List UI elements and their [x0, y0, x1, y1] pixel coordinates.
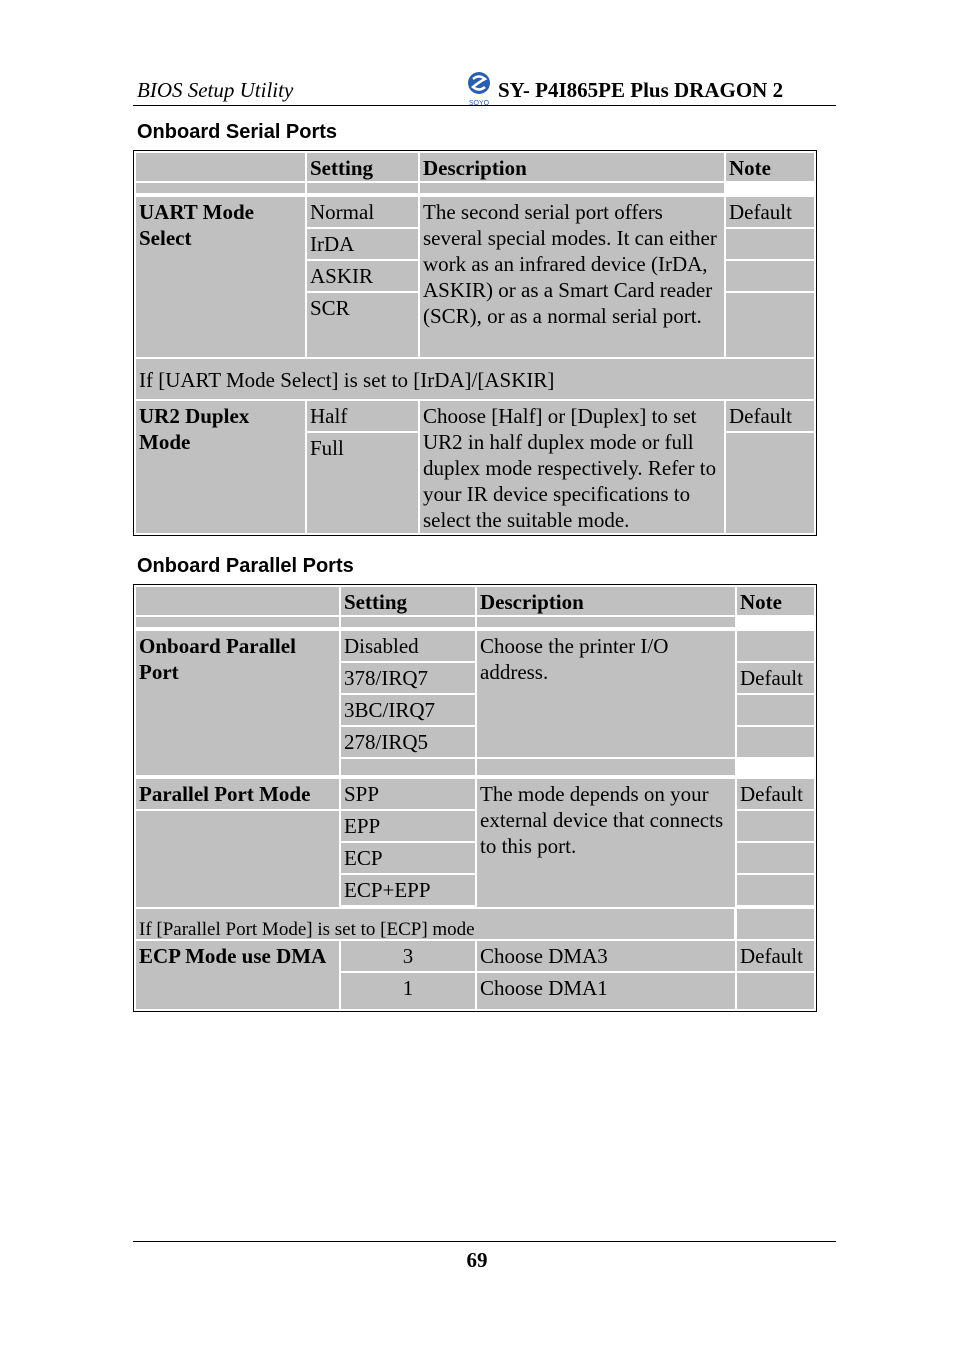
mode-note-empty: [737, 811, 814, 841]
port-note-empty: [737, 695, 814, 725]
dma-setting-3: 3: [341, 941, 475, 971]
uart-setting-askir: ASKIR: [307, 261, 418, 291]
parallel-section-title: Onboard Parallel Ports: [137, 555, 354, 577]
uart-note: Default: [726, 197, 814, 227]
parallel-header-setting: Setting: [341, 587, 475, 615]
mode-setting-ecp-epp: ECP+EPP: [341, 875, 475, 905]
uart-note-empty: [726, 229, 814, 259]
ur2-duplex-label: UR2 Duplex Mode: [136, 401, 305, 533]
spacer: [136, 617, 339, 627]
serial-condition-row: If [UART Mode Select] is set to [IrDA]/[ASKIR]: [136, 359, 814, 399]
header-title-left: BIOS Setup Utility: [137, 78, 294, 102]
port-setting-disabled: Disabled: [341, 631, 475, 661]
port-setting-278: 278/IRQ5: [341, 727, 475, 757]
spacer: [420, 183, 724, 193]
uart-setting-irda: IrDA: [307, 229, 418, 259]
parallel-port-mode-label-cont: [136, 811, 339, 907]
ur2-description: Choose [Half] or [Duplex] to set UR2 in half duplex mode or full duplex mode respectively. Refer to your IR device specifications to select the suitable mode.: [420, 401, 724, 533]
serial-header-setting: Setting: [307, 153, 418, 181]
header-rule: [133, 105, 836, 106]
dma-setting-1: 1: [341, 973, 475, 1009]
serial-header-description: Description: [420, 153, 724, 181]
serial-header-blank: [136, 153, 305, 181]
parallel-header-note: Note: [737, 587, 814, 615]
mode-note: Default: [737, 779, 814, 809]
mode-note-empty: [737, 875, 814, 905]
uart-setting-scr: SCR: [307, 293, 418, 357]
page-number: 69: [466, 1248, 488, 1272]
dma-description-3: Choose DMA3: [477, 941, 735, 971]
condition-note-empty: [737, 909, 814, 939]
onboard-parallel-port-label: Onboard Parallel Port: [136, 631, 339, 775]
port-note: Default: [737, 663, 814, 693]
ur2-note: Default: [726, 401, 814, 431]
port-description: Choose the printer I/O address.: [477, 631, 735, 757]
spacer: [477, 759, 735, 775]
uart-description: The second serial port offers several special modes. It can either work as an infrared device (IrDA, ASKIR) or as a Smart Card reader (SCR), or as a normal serial port.: [420, 197, 724, 357]
mode-setting-spp: SPP: [341, 779, 475, 809]
ur2-setting-full: Full: [307, 433, 418, 533]
dma-note: Default: [737, 941, 814, 971]
soyo-logo: [463, 70, 495, 106]
ur2-note-empty: [726, 433, 814, 533]
spacer: [341, 617, 475, 627]
ecp-dma-label: ECP Mode use DMA: [136, 941, 339, 1009]
mode-setting-epp: EPP: [341, 811, 475, 841]
uart-setting-normal: Normal: [307, 197, 418, 227]
footer-rule: [133, 1241, 836, 1242]
port-note-empty: [737, 631, 814, 661]
uart-note-empty: [726, 293, 814, 357]
serial-table: [133, 150, 817, 536]
dma-description-1: Choose DMA1: [477, 973, 735, 1009]
header-title-right: SY- P4I865PE Plus DRAGON 2: [498, 78, 784, 102]
port-setting-378: 378/IRQ7: [341, 663, 475, 693]
ur2-setting-half: Half: [307, 401, 418, 431]
parallel-condition-row: If [Parallel Port Mode] is set to [ECP] mode: [136, 909, 734, 939]
serial-header-note: Note: [726, 153, 814, 181]
spacer: [136, 183, 305, 193]
parallel-table: [133, 584, 817, 1012]
mode-setting-ecp: ECP: [341, 843, 475, 873]
uart-mode-label: UART Mode Select: [136, 197, 305, 357]
parallel-header-description: Description: [477, 587, 735, 615]
port-setting-3bc: 3BC/IRQ7: [341, 695, 475, 725]
mode-description: The mode depends on your external device that connects to this port.: [477, 779, 735, 907]
spacer: [341, 759, 475, 775]
dma-note-empty: [737, 973, 814, 1009]
svg-text:SOYO: SOYO: [468, 100, 490, 106]
mode-note-empty: [737, 843, 814, 873]
serial-section-title: Onboard Serial Ports: [137, 121, 338, 143]
port-note-empty: [737, 727, 814, 757]
spacer: [307, 183, 418, 193]
parallel-port-mode-label: Parallel Port Mode: [136, 779, 339, 809]
spacer: [477, 617, 735, 627]
uart-note-empty: [726, 261, 814, 291]
parallel-header-blank: [136, 587, 339, 615]
